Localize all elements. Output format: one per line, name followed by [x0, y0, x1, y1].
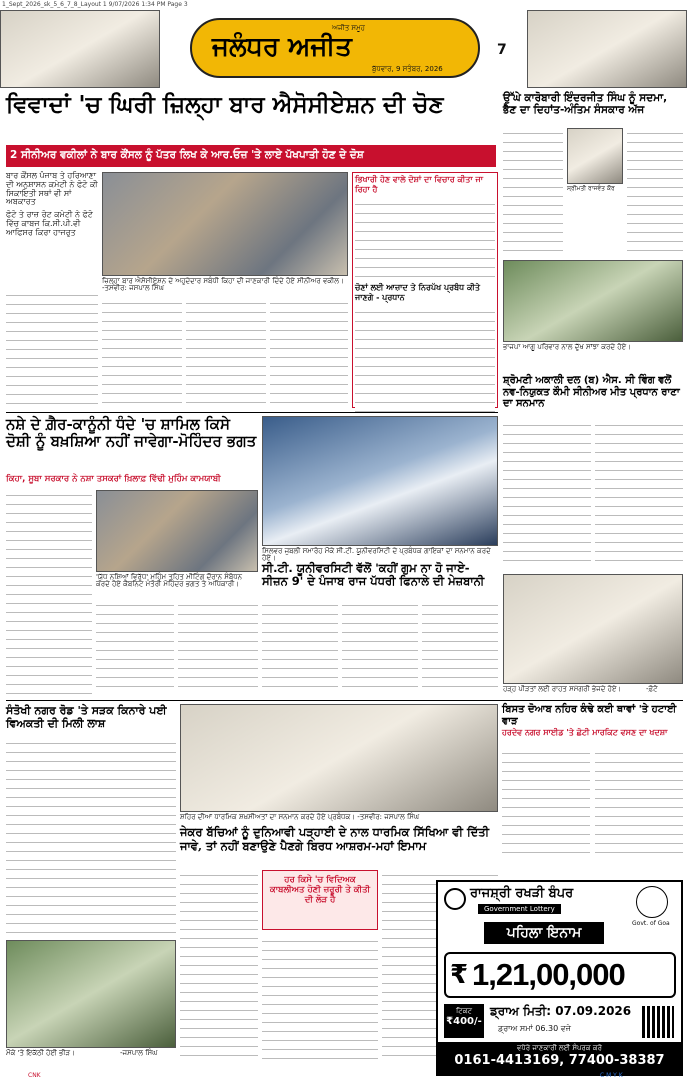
- santokhi-credit: -ਜਸਪਾਲ ਸਿੰਘ: [120, 1049, 158, 1057]
- gems-headline: ਜੇਕਰ ਬੱਚਿਆਂ ਨੂੰ ਦੁਨਿਆਵੀ ਪੜ੍ਹਾਈ ਦੇ ਨਾਲ ਧਾਰਮਿਕ ਸਿੱਖਿਆ ਵੀ ਦਿੱਤੀ ਜਾਵੇ, ਤਾਂ ਨਹੀਂ ਬਣਾਉਣੇ ਪੈਣਗੇ ਬਿਰਧ ਆਸ਼ਰਮ-ਮਹਾਂ ਇਮਾਮ: [180, 825, 490, 853]
- shiromani-photo: [503, 574, 683, 684]
- obit-photo: [503, 260, 683, 342]
- lead-sidebar-box: [352, 172, 498, 408]
- santokhi-headline: ਸੰਤੋਖੀ ਨਗਰ ਰੋਡ 'ਤੇ ਸੜਕ ਕਿਨਾਰੇ ਪਈ ਵਿਅਕਤੀ ਦੀ ਮਿਲੀ ਲਾਸ਼: [6, 704, 167, 731]
- drugs-subhead: ਕਿਹਾ, ਸੂਬਾ ਸਰਕਾਰ ਨੇ ਨਸ਼ਾ ਤਸਕਰਾਂ ਖ਼ਿਲਾਫ਼ ਵਿੱਢੀ ਮੁਹਿੰਮ ਕਾਮਯਾਬੀ: [6, 474, 221, 484]
- shiromani-body-col1: [503, 420, 591, 568]
- rupee-icon: ₹: [450, 960, 469, 990]
- lead-subhead: 2 ਸੀਨੀਅਰ ਵਕੀਲਾਂ ਨੇ ਬਾਰ ਕੌਂਸਲ ਨੂੰ ਪੱਤਰ ਲਿਖ ਕੇ ਆਰ.ਓਜ਼ 'ਤੇ ਲਾਏ ਪੱਖਪਾਤੀ ਹੋਣ ਦੇ ਦੋਸ਼: [6, 145, 496, 167]
- lead-body-col3: [186, 298, 266, 408]
- university-body-col2: [342, 600, 418, 694]
- lead-photo: [102, 172, 348, 276]
- govt-seal-icon: [636, 886, 668, 918]
- santokhi-caption: ਮੌਕੇ 'ਤੇ ਇਕੱਠੀ ਹੋਈ ਭੀੜ।: [6, 1049, 75, 1057]
- lead-body-col1: [6, 290, 98, 405]
- lottery-brand: ਰਾਜਸ਼੍ਰੀ ਰਖੜੀ ਬੰਪਰ: [470, 886, 574, 901]
- qr-code-icon: [642, 1006, 674, 1038]
- canal-body-col2: [595, 748, 683, 858]
- lead-sidebar-title: ਭਿਖਾਰੀ ਹੋਣ ਵਾਲੇ ਦੋਸ਼ਾਂ ਦਾ ਵਿਚਾਰ ਕੀਤਾ ਜਾ ਰਿਹਾ ਹੈ: [355, 175, 484, 194]
- university-caption: ਸਿਲਵਰ ਜੁਬਲੀ ਸਮਾਰੋਹ ਮੌਕੇ ਸੀ.ਟੀ. ਯੂਨੀਵਰਸਿਟੀ ਦੇ ਪ੍ਰਬੰਧਕ ਗਾਇਕਾਂ ਦਾ ਸਨਮਾਨ ਕਰਦੇ ਹੋਏ।: [262, 547, 491, 563]
- gems-photo: [180, 704, 498, 812]
- university-headline: ਸੀ.ਟੀ. ਯੂਨੀਵਰਸਿਟੀ ਵੱਲੋਂ 'ਕਹੀਂ ਗੁਮ ਨਾ ਹੋ ਜਾਏ- ਸੀਜ਼ਨ 9' ਦੇ ਪੰਜਾਬ ਰਾਜ ਪੱਧਰੀ ਫਿਨਾਲੇ ਦੀ ਮੇਜ਼ਬਾਨੀ: [262, 561, 485, 589]
- masthead-title: ਜਲੰਧਰ ਅਜੀਤ: [212, 32, 352, 62]
- santokhi-photo: [6, 940, 176, 1048]
- lead-body-col4: [270, 298, 348, 408]
- print-slug: 1_Sept_2026_sk_5_6_7_8_Layout 1 9/07/2026 1:34 PM Page 3: [2, 1, 188, 8]
- lead-photo-caption: ਜ਼ਿਲ੍ਹਾ ਬਾਰ ਐਸੋਸੀਏਸ਼ਨ ਦੇ ਅਹੁਦੇਦਾਰ ਸਬੰਧੀ ਕਿਹਾ ਦੀ ਜਾਣਕਾਰੀ ਦਿੰਦੇ ਹੋਏ ਸੀਨੀਅਰ ਵਕੀਲ। -ਤਸਵੀਰ: ਜਸਪਾਲ ਸਿੰਘ: [102, 277, 344, 293]
- obit-portrait: [567, 128, 623, 184]
- masthead-left-photo: [0, 10, 160, 88]
- obit-body-col1: [503, 128, 563, 256]
- lead-bullet: ਫੋਟੋ ਤੇ ਰਾਜ਼ ਰੋਟ ਕਮੇਟੀ ਨੇ ਫੋਟੋ ਵਿੱਚ ਕਾਬਜ ਕਿ.ਸੀ.ਪੀ.ਵੀ ਆਫਿਸਰ ਕਿਰਾ ਹਾਜਰੁਤ: [6, 210, 93, 237]
- drugs-caption: 'ਯੁੱਧ ਨਸ਼ਿਆਂ ਵਿਰੁੱਧ' ਮੁਹਿੰਮ ਤਹਿਤ ਮੀਟਿੰਗ ਦੌਰਾਨ ਸੰਬੋਧਨ ਕਰਦੇ ਹੋਏ ਕੈਬਨਿਟ ਮੰਤਰੀ ਮੋਹਿੰਦਰ ਭਗਤ ਤੇ ਅਧਿਕਾਰੀ।: [96, 573, 243, 589]
- lottery-amount: 1,21,00,000: [472, 957, 625, 992]
- canal-body-col1: [502, 748, 590, 858]
- obit-headline: ਉੱਘੇ ਕਾਰੋਬਾਰੀ ਇੰਦਰਜੀਤ ਸਿੰਘ ਨੂੰ ਸਦਮਾ, ਭੈਣ ਦਾ ਦਿਹਾਂਤ-ਅੰਤਿਮ ਸੰਸਕਾਰ ਅੱਜ: [503, 92, 668, 117]
- divider: [6, 412, 498, 413]
- canal-subhead: ਹਰਦੇਵ ਨਗਰ ਸਾਈਡ 'ਤੇ ਛੋਟੀ ਮਾਰਕਿਟ ਵਸਣ ਦਾ ਖਦਸ਼ਾ: [502, 728, 668, 737]
- lead-headline: ਵਿਵਾਦਾਂ 'ਚ ਘਿਰੀ ਜ਼ਿਲ੍ਹਾ ਬਾਰ ਐਸੋਸੀਏਸ਼ਨ ਦੀ ਚੋਣ: [6, 91, 444, 118]
- drugs-headline: ਨਸ਼ੇ ਦੇ ਗ਼ੈਰ-ਕਾਨੂੰਨੀ ਧੰਦੇ 'ਚ ਸ਼ਾਮਿਲ ਕਿਸੇ ਦੋਸ਼ੀ ਨੂੰ ਬਖ਼ਸ਼ਿਆ ਨਹੀਂ ਜਾਵੇਗਾ-ਮੋਹਿੰਦਰ ਭਗਤ: [6, 415, 257, 451]
- gems-photo-caption: ਸ਼ਹਿਰ ਦੀਆਂ ਧਾਰਮਿਕ ਸ਼ਖ਼ਸੀਅਤਾਂ ਦਾ ਸਨਮਾਨ ਕਰਦੇ ਹੋਏ ਪ੍ਰਬੰਧਕ। -ਤਸਵੀਰ: ਜਸਪਾਲ ਸਿੰਘ: [180, 813, 420, 821]
- obit-body-col2: [627, 128, 683, 256]
- university-body-col1: [262, 600, 338, 694]
- lead-sidebar-subtitle: ਚੋਣਾਂ ਲਈ ਆਜ਼ਾਦ ਤੇ ਨਿਰਪੱਖ ਪ੍ਰਬੰਧ ਕੀਤੇ ਜਾਣਗੇ - ਪ੍ਰਧਾਨ: [355, 283, 480, 302]
- lottery-brand-sub: Government Lottery: [478, 904, 561, 914]
- lottery-ticket-price: ₹400/-: [446, 1016, 482, 1027]
- lottery-draw-date: ਡ੍ਰਾਅ ਮਿਤੀ: 07.09.2026: [490, 1004, 632, 1018]
- obit-photo-caption: ਭਾਜਪਾ ਆਗੂ ਪਰਿਵਾਰ ਨਾਲ ਦੁੱਖ ਸਾਂਝਾ ਕਰਦੇ ਹੋਏ।: [503, 343, 631, 351]
- shiromani-headline: ਸ਼੍ਰੋਮਣੀ ਅਕਾਲੀ ਦਲ (ਬ) ਐਸ. ਸੀ ਵਿੰਗ ਵਲੋਂ ਨਵ-ਨਿਯੁਕਤ ਕੌਮੀ ਸੀਨੀਅਰ ਮੀਤ ਪ੍ਰਧਾਨ ਰਾਣਾ ਦਾ ਸਨਮਾਨ: [503, 375, 680, 409]
- santokhi-body: [6, 738, 176, 936]
- gems-pull-quote: ਹਰ ਕਿਸੇ 'ਚ ਵਿਦਿਅਕ ਕਾਬਲੀਅਤ ਹੋਣੀ ਜ਼ਰੂਰੀ ਤੇ ਕੀਤੀ ਦੀ ਲੋੜ ਹੈ: [262, 870, 378, 930]
- lottery-amount-box: [444, 952, 676, 998]
- gems-body-col1: [180, 870, 258, 1060]
- lottery-contact-bar: [438, 1042, 681, 1074]
- canal-headline: ਬਿਸਤ ਦੋਆਬ ਨਹਿਰ ਕੰਢੇ ਕਈ ਥਾਵਾਂ 'ਤੇ ਹਟਾਈ ਵਾੜ: [502, 704, 677, 727]
- university-photo: [262, 416, 498, 546]
- footer-left: CNK: [28, 1072, 41, 1079]
- drugs-body-col1: [6, 490, 92, 694]
- lottery-ticket-label: ਟਿਕਟ: [455, 1007, 472, 1015]
- university-body-col3: [422, 600, 498, 694]
- lottery-draw-time: ਡ੍ਰਾਅ ਸਮਾਂ 06.30 ਵਜੇ: [498, 1024, 571, 1033]
- shiromani-caption: ਹੜ੍ਹ ਪੀੜਤਾਂ ਲਈ ਰਾਹਤ ਸਮੱਗਰੀ ਭੇਜਦੇ ਹੋਏ।: [503, 685, 622, 693]
- lead-sidebar-text-2: [355, 307, 495, 417]
- masthead-banner: [190, 18, 480, 78]
- shiromani-body-col2: [595, 420, 683, 568]
- lead-sidebar-text: [355, 199, 495, 279]
- obit-portrait-caption: ਸ੍ਰੀਮਤੀ ਰਾਜਵੰਤ ਕੌਰ: [567, 185, 615, 192]
- masthead-right-photo: [527, 10, 687, 88]
- lottery-phone: 0161-4413169, 77400-38387: [454, 1053, 665, 1068]
- drugs-photo: [96, 490, 258, 572]
- lottery-seal-label: Govt. of Goa: [632, 920, 670, 927]
- lottery-contact-label: ਵਧੇਰੇ ਜਾਣਕਾਰੀ ਲਈ ਸੰਪਰਕ ਕਰੋ: [516, 1044, 603, 1052]
- masthead-date: ਬੁੱਧਵਾਰ, 9 ਸਤੰਬਰ, 2026: [372, 65, 443, 73]
- divider: [6, 700, 683, 701]
- drugs-body-col2: [96, 600, 174, 694]
- gems-body-col2: [262, 936, 378, 1060]
- lead-body-col2: [102, 298, 182, 408]
- lottery-ticket-box: [444, 1004, 484, 1038]
- masthead-tagline: ਅਜੀਤ ਸਮੂਹ: [332, 24, 365, 32]
- page-number: 7: [497, 42, 507, 58]
- drugs-body-col3: [178, 600, 258, 694]
- lead-bullets: [6, 172, 98, 238]
- footer-right: C M Y K: [600, 1072, 623, 1079]
- lottery-logo-icon: [444, 888, 466, 910]
- lottery-ad: [436, 880, 683, 1076]
- lottery-prize-label: ਪਹਿਲਾ ਇਨਾਮ: [484, 922, 604, 944]
- shiromani-credit: -ਫ਼ੋਟੋ: [646, 685, 658, 693]
- lead-bullet: ਬਾਰ ਕੌਂਸਲ ਪੰਜਾਬ ਤੇ ਹਰਿਆਣਾ ਦੀ ਅਨੁਸ਼ਾਸਨ ਕਮੇਟੀ ਨੇ ਫੋਟੋ ਕੀ ਸਿਕਾਇਤੀ ਸਥਾਂ ਵੀ ਸਾਂ ਅਬਕਾਰਤ: [6, 171, 98, 207]
